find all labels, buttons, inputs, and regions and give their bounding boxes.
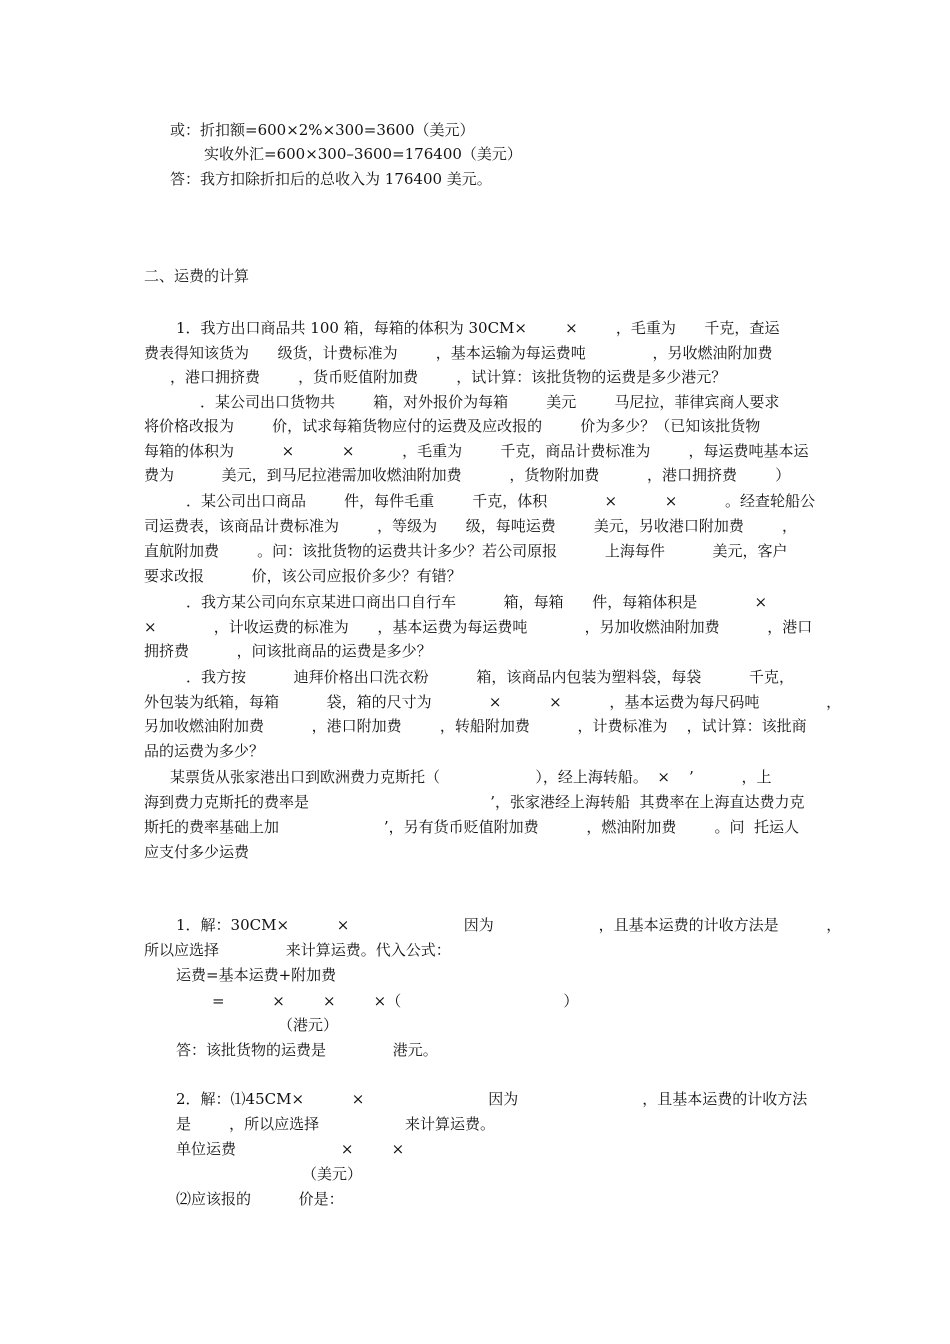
- text-line: 海到费力克斯托的费率是 ’，张家港经上海转船 其费率在上海直达费力克: [144, 793, 805, 811]
- text-line: 另加收燃油附加费 ，港口附加费 ，转船附加费 ，计费标准为 ，试计算：该批商: [144, 717, 807, 735]
- text-line: 运费=基本运费+附加费: [176, 966, 337, 984]
- text-line: 1．我方出口商品共 100 箱，每箱的体积为 30CM× × ，毛重为 千克，查运: [176, 319, 780, 337]
- text-line: 1．解：30CM× × 因为 ，且基本运费的计收方法是 ，: [176, 916, 842, 934]
- section-heading: 二、运费的计算: [144, 267, 250, 285]
- text-line: ，港口拥挤费 ，货币贬值附加费 ，试计算：该批货物的运费是多少港元？: [170, 368, 727, 386]
- text-line: ．我方某公司向东京某进口商出口自行车 箱，每箱 件，每箱体积是 ×: [186, 593, 768, 611]
- text-line: 应支付多少运费: [144, 843, 250, 861]
- text-line: 斯托的费率基础上加 ’，另有货币贬值附加费 ，燃油附加费 。问 托运人: [144, 818, 800, 836]
- text-line: 答：我方扣除折扣后的总收入为 176400 美元。: [170, 170, 492, 188]
- text-line: 所以应选择 来计算运费。代入公式：: [144, 941, 451, 959]
- text-line: ⑵应该报的 价是：: [176, 1190, 344, 1208]
- text-line: 每箱的体积为 × × ，毛重为 千克，商品计费标准为 ，每运费吨基本运: [144, 442, 809, 460]
- text-line: ．某公司出口商品 件，每件毛重 千克，体积 × × 。经查轮船公: [186, 492, 816, 510]
- text-line: × ，计收运费的标准为 ，基本运费为每运费吨 ，另加收燃油附加费 ，港口: [144, 618, 813, 636]
- text-line: 实收外汇=600×300–3600=176400（美元）: [204, 145, 522, 163]
- text-line: （港元）: [278, 1016, 339, 1034]
- text-line: 某票货从张家港出口到欧洲费力克斯托（ ），经上海转船。 × ’ ，上: [170, 768, 772, 786]
- text-line: 品的运费为多少？: [144, 742, 265, 760]
- text-line: ．我方按 迪拜价格出口洗衣粉 箱，该商品内包装为塑料袋，每袋 千克，: [186, 668, 795, 686]
- text-line: 或：折扣额=600×2%×300=3600（美元）: [170, 121, 475, 139]
- text-line: 拥挤费 ，问该批商品的运费是多少？: [144, 642, 432, 660]
- text-line: 费表得知该货为 级货，计费标准为 ，基本运输为每运费吨 ，另收燃油附加费: [144, 344, 773, 362]
- text-line: （美元）: [302, 1165, 363, 1183]
- text-line: 要求改报 价，该公司应报价多少？有错？: [144, 567, 462, 585]
- text-line: 2．解：⑴45CM× × 因为 ，且基本运费的计收方法: [176, 1090, 808, 1108]
- text-line: 答：该批货物的运费是 港元。: [176, 1041, 438, 1059]
- text-line: 直航附加费 。问：该批货物的运费共计多少？若公司原报 上海每件 美元，客户: [144, 542, 788, 560]
- text-line: = × × ×（ ）: [212, 992, 579, 1010]
- text-line: 外包装为纸箱，每箱 袋，箱的尺寸为 × × ，基本运费为每尺码吨 ，: [144, 693, 842, 711]
- text-line: ．某公司出口货物共 箱，对外报价为每箱 美元 马尼拉，菲律宾商人要求: [200, 393, 780, 411]
- text-line: 是 ，所以应选择 来计算运费。: [176, 1115, 495, 1133]
- text-line: 单位运费 × ×: [176, 1140, 405, 1158]
- text-line: 将价格改报为 价，试求每箱货物应付的运费及应改报的 价为多少？（已知该批货物: [144, 417, 761, 435]
- text-line: 司运费表，该商品计费标准为 ，等级为 级，每吨运费 美元，另收港口附加费 ，: [144, 517, 798, 535]
- text-line: 费为 美元，到马尼拉港需加收燃油附加费 ，货物附加费 ，港口拥挤费 ）: [144, 466, 791, 484]
